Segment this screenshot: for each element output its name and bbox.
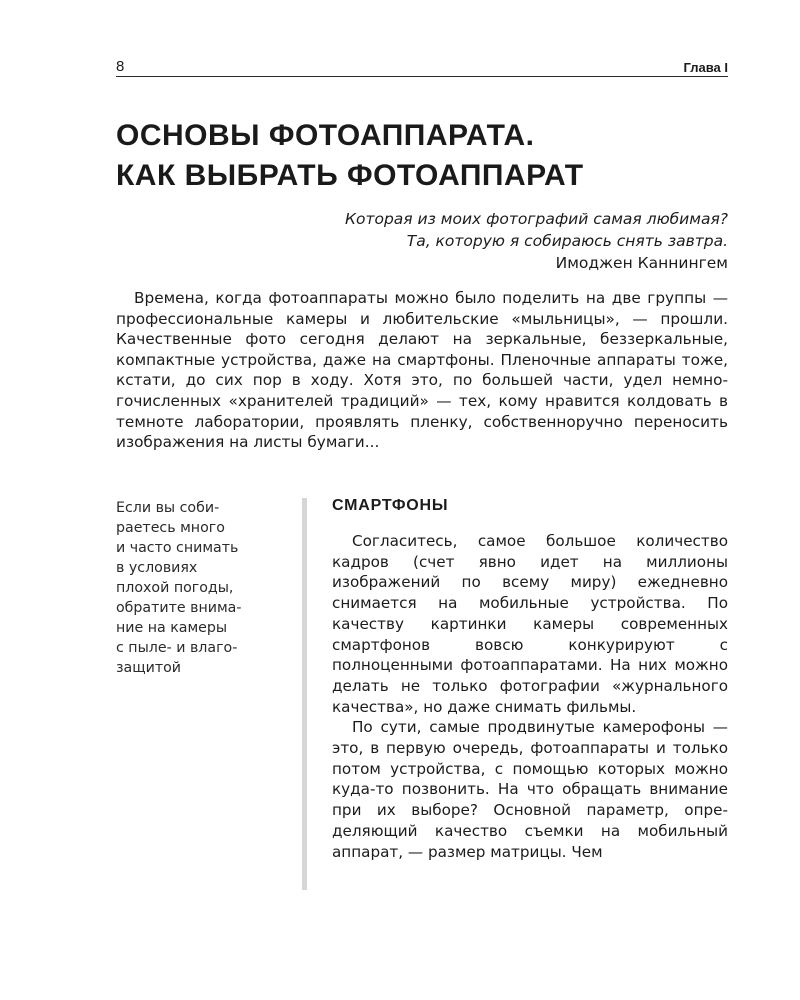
sidebar-note-line: с пыле- и влаго- bbox=[116, 640, 238, 656]
section-paragraph: Согласитесь, самое большое количество кадров (счет явно идет на миллионы изображений по всему миру) ежедневно снимается на мобильные устройства. По качеству картинки камеры современных смартфонов вовсю конкурируют с полноценными фотоаппаратами. На них можно делать не только фотографии «журнального качества», но даже снимать фильмы. bbox=[332, 532, 728, 716]
running-header bbox=[116, 58, 728, 77]
epigraph-line-1: Которая из моих фотографий самая любимая? bbox=[344, 210, 728, 228]
sidebar-note-line: плохой погоды, bbox=[116, 580, 234, 596]
sidebar-divider bbox=[302, 498, 307, 890]
sidebar-note bbox=[116, 498, 286, 678]
epigraph bbox=[228, 208, 728, 274]
chapter-label: Глава I bbox=[683, 60, 728, 75]
section-paragraph: По сути, самые продвинутые камерофоны — это, в первую очередь, фотоаппараты и только потом устройства, с помощью которых можно куда-то позвонить. На что обращать внимание при их выборе? Основной параметр, определяющий качество съемки на мобильный аппарат, — размер матрицы. Чем bbox=[332, 718, 728, 861]
section-heading: СМАРТФОНЫ bbox=[332, 497, 449, 514]
page-title-line-1: ОСНОВЫ ФОТОАППАРАТА. bbox=[116, 119, 535, 152]
intro-paragraph: Времена, когда фотоаппараты можно было поделить на две группы — профессиональные камеры и любительские «мыльницы», — прошли. Качественные фото сегодня делают на зеркальные, беззеркальные, компактные устройства, даже на смартфоны. Пленочные аппараты тоже, кстати, до сих пор в ходу. Хотя это, по большей части, удел немногочисленных «хранителей традиций» — тех, кому нравится колдовать в темноте лаборатории, проявлять пленку, собственноручно переносить изображения на листы бумаги... bbox=[116, 289, 728, 452]
sidebar-note-line: обратите внима- bbox=[116, 600, 242, 616]
sidebar-note-line: ние на камеры bbox=[116, 620, 228, 636]
sidebar-note-line: Если вы соби- bbox=[116, 500, 220, 516]
sidebar-note-line: раетесь много bbox=[116, 520, 225, 536]
page-title bbox=[116, 116, 736, 196]
sidebar-note-line: в условиях bbox=[116, 560, 198, 576]
epigraph-author: Имоджен Каннингем bbox=[555, 254, 728, 272]
epigraph-line-2: Та, которую я собираюсь снять завтра. bbox=[406, 232, 728, 250]
section-body bbox=[332, 531, 728, 862]
page-number: 8 bbox=[116, 58, 125, 75]
page-title-line-2: КАК ВЫБРАТЬ ФОТОАППАРАТ bbox=[116, 159, 584, 192]
sidebar-note-line: защитой bbox=[116, 660, 181, 676]
sidebar-note-line: и часто снимать bbox=[116, 540, 239, 556]
